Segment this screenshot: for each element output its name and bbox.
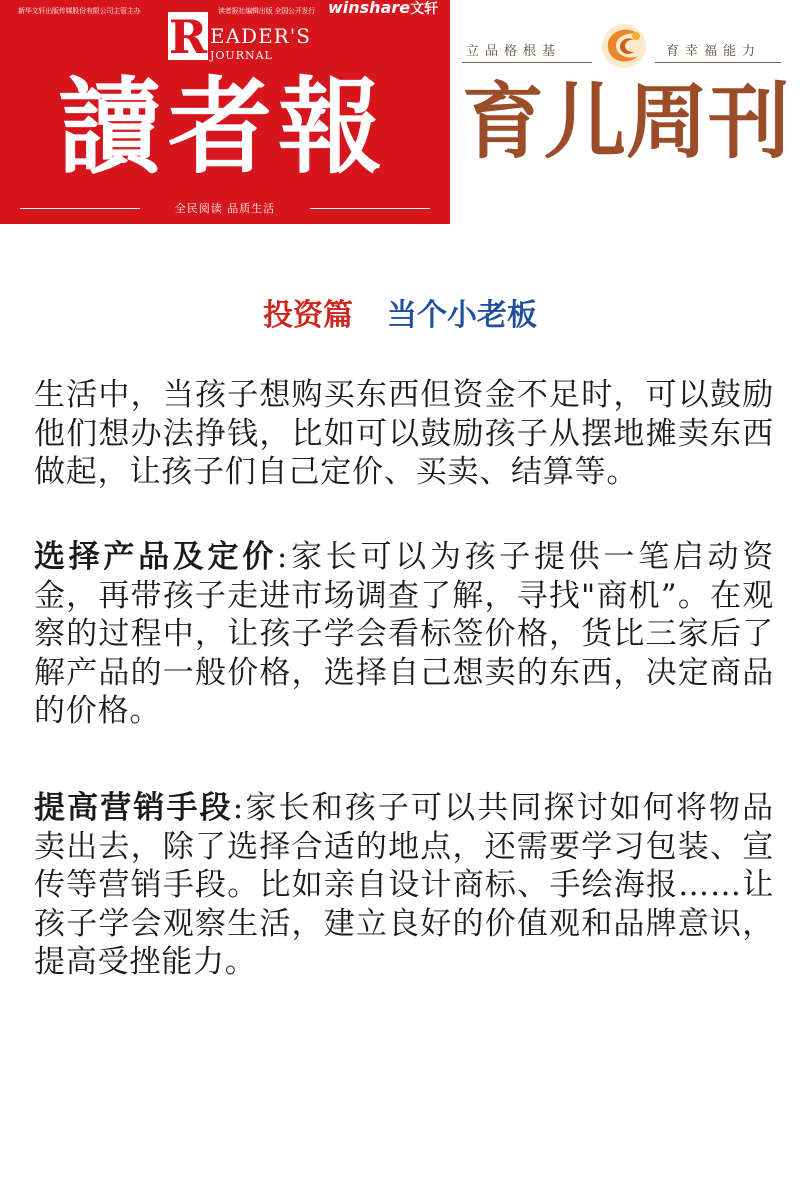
- motto-divider-left: [462, 62, 592, 63]
- article-title-part2: 当个小老板: [387, 298, 537, 333]
- winshare-logo: [328, 0, 438, 18]
- publisher-line: 新华文轩出版传媒股份有限公司主管主办: [18, 7, 141, 15]
- marketing-heading: 提高营销手段: [34, 790, 233, 826]
- marketing-body: :家长和孩子可以共同探讨如何将物品卖出去，除了选择合适的地点，还需要学习包装、宣传等营销手段。比如亲自设计商标、手绘海报……让孩子学会观察生活，建立良好的价值观和品牌意识，提高受挫能力。: [34, 790, 774, 980]
- banner-slogan: [20, 200, 430, 216]
- slogan-divider-right: [310, 208, 430, 209]
- slogan-text: 全民阅读 品质生活: [174, 202, 276, 215]
- motto-divider-right: [655, 62, 781, 63]
- readers-wordmark: EADER'S: [210, 24, 311, 48]
- parenting-weekly-title: 育儿周刊: [462, 75, 791, 170]
- pricing-heading: 选择产品及定价: [34, 539, 277, 575]
- journal-wordmark: JOURNAL: [210, 49, 273, 62]
- readers-journal-banner: [0, 0, 450, 224]
- motto-right: 育幸福能力: [666, 44, 762, 59]
- issue-line: 读者报社编辑出版 全国公开发行: [218, 7, 316, 15]
- winshare-cn: 文轩: [410, 1, 439, 17]
- winshare-latin: winshare: [328, 0, 411, 17]
- article-title: [0, 290, 800, 334]
- paragraph-pricing: [34, 538, 774, 731]
- article-title-part1: 投资篇: [263, 298, 353, 333]
- paragraph-intro: 生活中，当孩子想购买东西但资金不足时，可以鼓励他们想办法挣钱，比如可以鼓励孩子从摆地摊卖东西做起，让孩子们自己定价、买卖、结算等。: [34, 377, 774, 490]
- readers-r-logo: R: [168, 10, 208, 64]
- slogan-divider-left: [20, 208, 140, 209]
- sun-swirl-icon: [598, 20, 650, 72]
- motto-left: 立品格根基: [466, 44, 562, 59]
- paragraph-marketing: [34, 789, 774, 982]
- readers-journal-calligraphy: 讀者報: [58, 65, 389, 188]
- pricing-body: :家长可以为孩子提供一笔启动资金，再带孩子走进市场调查了解，寻找"商机”。在观察的过程中，让孩子学会看标签价格，货比三家后了解产品的一般价格，选择自己想卖的东西，决定商品的价格。: [34, 539, 774, 729]
